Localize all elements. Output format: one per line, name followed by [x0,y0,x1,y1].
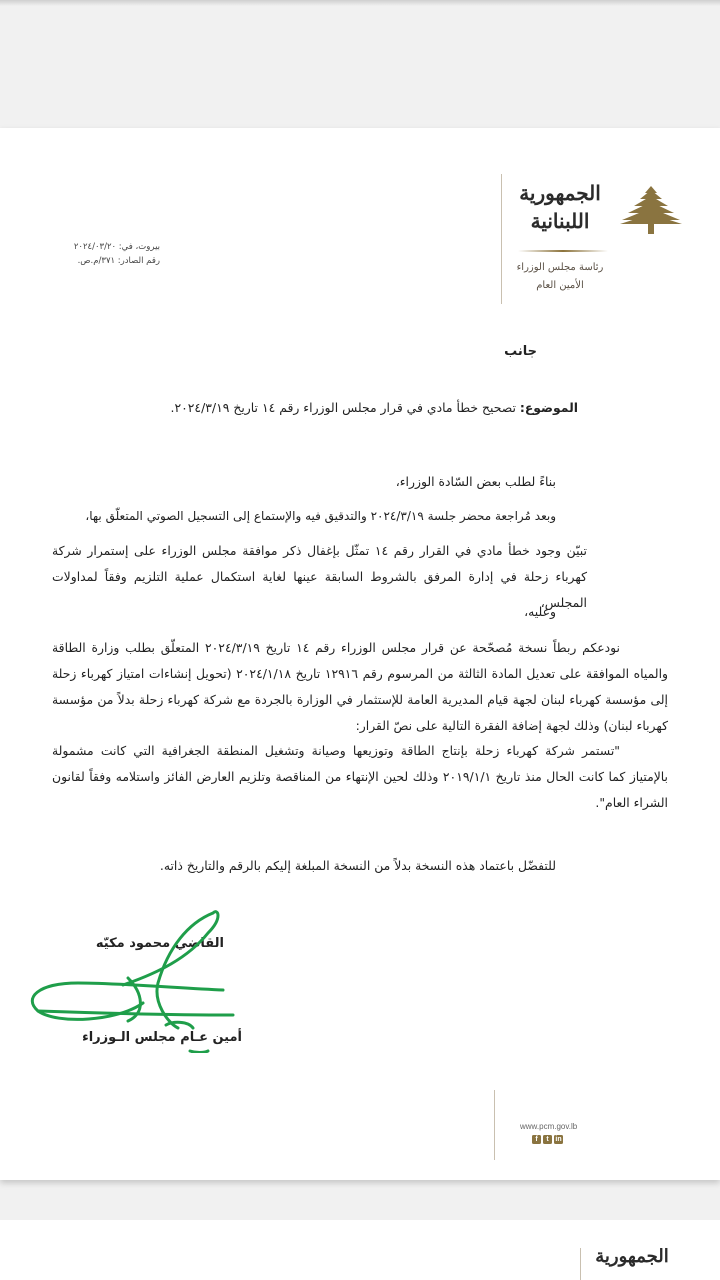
letterhead-rule [518,250,608,252]
signatory-name: القاضي محمود مكيّه [95,936,224,951]
twitter-icon[interactable]: t [543,1135,552,1144]
next-page-divider [580,1248,581,1280]
next-page-preview [0,1220,720,1280]
paragraph-7: للتفضّل باعتماد هذه النسخة بدلاً من النسخة المبلغة إليكم بالرقم والتاريخ ذاته. [159,858,556,873]
issue-number: رقم الصادر: ٣٧١/م.ص. [77,256,160,267]
letterhead-divider [501,174,502,304]
paragraph-4: وعليه، [524,604,556,619]
office-title: الأمين العام [536,280,584,291]
paragraph-5-text: نودعكم ربطاً نسخة مُصحّحة عن قرار مجلس الوزراء رقم ١٤ تاريخ ٢٠٢٤/٣/١٩ المتعلّق بطلب وزارة الطاقة والمياه الموافقة على تعديل المادة الثالثة من المرسوم رقم ١٢٩١٦ تاريخ ٢٠٢٤/١/١٨ (تحويل إنشاءات امتياز كهرباء زحلة إلى مؤسسة كهرباء لبنان لجهة قيام المديرية العامة للإستثمار في الوزارة بالجردة مع شركة كهرباء زحلة بدلاً من مؤسسة كهرباء لبنان) وذلك لجهة إضافة الفقرة التالية على نصّ القرار: [52,640,668,733]
facebook-icon[interactable]: f [532,1135,541,1144]
next-page-republic: الجمهورية [595,1246,669,1267]
office-name: رئاسة مجلس الوزراء [516,262,604,273]
republic-line-2: اللبنانية [530,209,590,233]
cedar-tree-icon [618,184,684,238]
social-icons [532,1135,563,1144]
subject-text: تصحيح خطأ مادي في قرار مجلس الوزراء رقم ١٤ تاريخ ٢٠٢٤/٣/١٩. [170,400,520,415]
paragraph-1: بناءً لطلب بعض السّادة الوزراء، [395,474,556,489]
linkedin-icon[interactable]: in [555,1136,562,1143]
document-page [0,128,720,1180]
viewer-top-edge [0,0,720,6]
paragraph-2: وبعد مُراجعة محضر جلسة ٢٠٢٤/٣/١٩ والتدقيق فيه والإستماع إلى التسجيل الصوتي المتعلّق بها، [85,509,556,523]
footer-divider [494,1090,495,1160]
recipient: جانب [504,344,537,359]
issue-date: بيروت، في: ٢٠٢٤/٠٣/٢٠ [73,242,160,252]
subject-line [171,400,578,415]
republic-line-1: الجمهورية [519,181,601,205]
reference-block [40,240,160,269]
website-link[interactable]: www.pcm.gov.lb [520,1122,578,1131]
paragraph-3 [52,538,587,616]
paragraph-6-quote [52,738,668,816]
paragraph-6-text: "تستمر شركة كهرباء زحلة بإنتاج الطاقة وتوزيعها وصيانة وتشغيل المنطقة الجغرافية التي كانت مشمولة بالإمتياز كما كانت الحال منذ تاريخ ٢٠١٩/١/١ وذلك لحين الإنتهاء من المناقصة وتلزيم العارض الفائز واستلامه وفقاً لقانون الشراء العام". [52,743,668,810]
subject-label: الموضوع: [519,400,578,415]
signatory-position: أمين عـام مجلس الـوزراء [82,1030,242,1045]
paragraph-5 [52,635,668,739]
paragraph-3-text: تبيّن وجود خطأ مادي في القرار رقم ١٤ تمثّل بإغفال ذكر موافقة مجلس الوزراء على إستمرار شركة كهرباء زحلة في إدارة المرفق بالشروط السابقة عينها لغاية استكمال عملية التلزيم وفقاً لمداولات المجلس، [52,543,587,610]
